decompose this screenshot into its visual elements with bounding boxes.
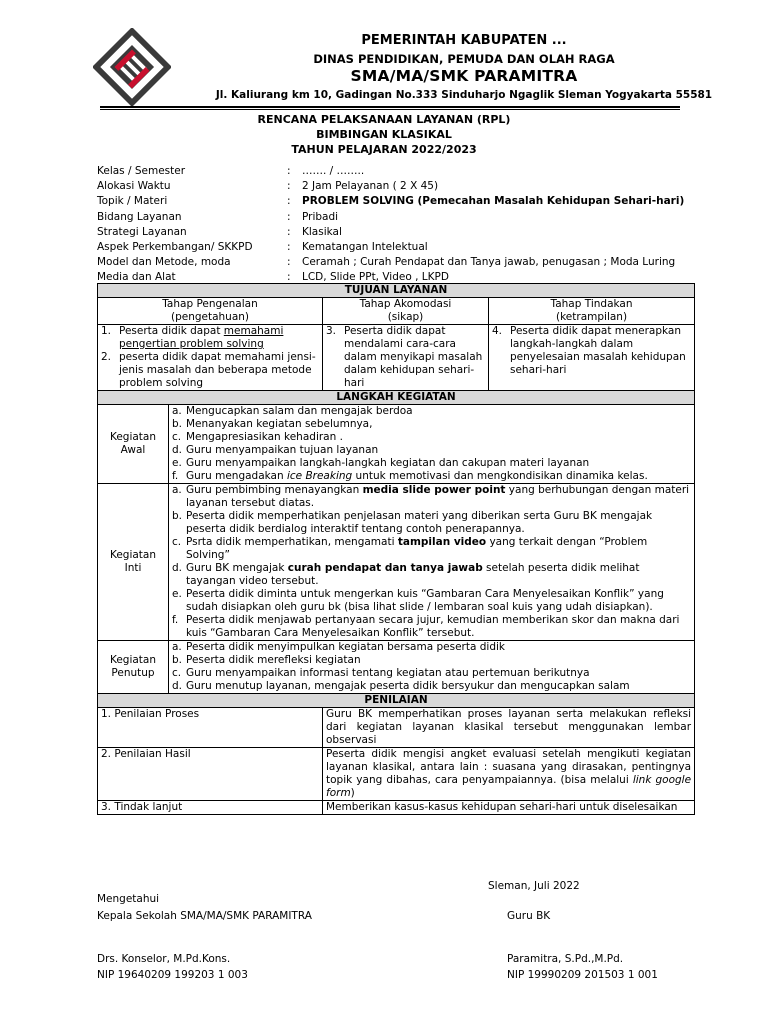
phase-penutup-steps: [169, 641, 695, 694]
list-item: c. Mengapresiasikan kehadiran .: [172, 431, 343, 443]
penilaian-label: 3. Tindak lanjut: [98, 801, 323, 815]
list-item: 1. Peserta didik dapat memahami pengertian problem solving: [101, 325, 284, 350]
mengetahui-label: Mengetahui: [97, 893, 160, 905]
penilaian-label: 2. Penilaian Hasil: [98, 748, 323, 801]
identity-value: Pribadi: [302, 210, 339, 223]
list-item: 4. Peserta didik dapat menerapkan langkah-langkah dalam penyelesaian masalah kehidupan sehari-hari: [492, 325, 686, 376]
penilaian-label: 1. Penilaian Proses: [98, 708, 323, 748]
tujuan-col-tindakan: Tahap Tindakan (ketrampilan): [489, 298, 695, 325]
identity-block: [97, 164, 717, 286]
identity-label: Bidang Layanan: [97, 210, 182, 223]
identity-row: Topik / Materi : PROBLEM SOLVING (Pemecahan Masalah Kehidupan Sehari-hari): [97, 194, 717, 209]
identity-value: Klasikal: [302, 225, 342, 238]
penilaian-text: Peserta didik mengisi angket evaluasi setelah mengikuti kegiatan layanan klasikal, antara lain : suasana yang dirasakan, pentingnya topik yang dibahas, cara penyampaiannya. (bisa melalui link google form): [323, 748, 695, 801]
list-item: a. Peserta didik menyimpulkan kegiatan bersama peserta didik: [172, 641, 505, 653]
tujuan-akomodasi-list: [323, 325, 489, 391]
identity-label: Kelas / Semester: [97, 165, 186, 177]
identity-row: Model dan Metode, moda : Ceramah ; Curah Pendapat dan Tanya jawab, penugasan ; Moda Luring: [97, 255, 717, 270]
tujuan-tindakan-list: [489, 325, 695, 391]
guru-bk-nip: NIP 19990209 201503 1 001: [507, 969, 658, 981]
phase-label-inti: Kegiatan Inti: [98, 484, 169, 641]
list-item: e. Peserta didik diminta untuk mengerkan kuis “Gambaran Cara Menyelesaikan Konflik” yang sudah disiapkan oleh guru bk (bisa lihat slide / lembaran soal kuis yang udah disiapkan).: [172, 588, 664, 613]
list-item: b. Peserta didik merefleksi kegiatan: [172, 654, 361, 666]
list-item: b. Peserta didik memperhatikan penjelasan materi yang diberikan serta Guru BK mengajak peserta didik berdialog interaktif tentang contoh penerapannya.: [172, 510, 653, 535]
section-header-langkah: LANGKAH KEGIATAN: [98, 391, 695, 405]
identity-row: Strategi Layanan : Klasikal: [97, 225, 717, 240]
kepala-sekolah-title: Kepala Sekolah SMA/MA/SMK PARAMITRA: [97, 910, 312, 922]
identity-row: Alokasi Waktu : 2 Jam Pelayanan ( 2 X 45): [97, 179, 717, 194]
identity-row: Aspek Perkembangan/ SKKPD : Kematangan Intelektual: [97, 240, 717, 255]
identity-label: Aspek Perkembangan/ SKKPD: [97, 240, 253, 253]
title-bimbingan: BIMBINGAN KLASIKAL: [316, 128, 452, 141]
place-date: Sleman, Juli 2022: [488, 880, 580, 892]
penilaian-text: Guru BK memperhatikan proses layanan serta melakukan refleksi dari kegiatan layanan klasikal tersebut menggunakan lembar observasi: [323, 708, 695, 748]
title-rpl: RENCANA PELAKSANAAN LAYANAN (RPL): [257, 113, 511, 126]
identity-value: Kematangan Intelektual: [302, 240, 428, 253]
list-item: c. Psrta didik memperhatikan, mengamati tampilan video yang terkait dengan “Problem Solving”: [172, 536, 648, 561]
identity-value: Ceramah ; Curah Pendapat dan Tanya jawab, penugasan ; Moda Luring: [302, 256, 676, 269]
identity-value-topic: PROBLEM SOLVING (Pemecahan Masalah Kehidupan Sehari-hari): [302, 195, 685, 208]
tujuan-pengenalan-list: [98, 325, 323, 391]
phase-label-awal: Kegiatan Awal: [98, 405, 169, 484]
kop-rule-thick: [100, 106, 680, 108]
identity-label: Model dan Metode, moda: [97, 256, 231, 269]
kop-address: Jl. Kaliurang km 10, Gadingan No.333 Sinduharjo Ngaglik Sleman Yogyakarta 55581: [215, 89, 713, 101]
list-item: f. Guru mengadakan ice Breaking untuk memotivasi dan mengkondisikan dinamika kelas.: [172, 470, 648, 482]
list-item: a. Mengucapkan salam dan mengajak berdoa: [172, 405, 413, 417]
list-item: e. Guru menyampaikan langkah-langkah kegiatan dan cakupan materi layanan: [172, 457, 590, 469]
penilaian-text: Memberikan kasus-kasus kehidupan sehari-hari untuk diselesaikan: [323, 801, 695, 815]
identity-value: LCD, Slide PPt, Video , LKPD: [302, 271, 449, 284]
identity-value: ……. / ……..: [302, 165, 365, 177]
list-item: b. Menanyakan kegiatan sebelumnya,: [172, 418, 373, 430]
list-item: 2. peserta didik dapat memahami jensi-jenis masalah dan beberapa metode problem solving: [101, 351, 316, 389]
kop-government: PEMERINTAH KABUPATEN ...: [361, 33, 567, 48]
kop-rule-thin: [100, 109, 680, 110]
kop-department: DINAS PENDIDIKAN, PEMUDA DAN OLAH RAGA: [313, 52, 615, 66]
rpl-table: [97, 283, 695, 815]
identity-row: Media dan Alat : LCD, Slide PPt, Video , LKPD: [97, 270, 717, 285]
list-item: d. Guru menyampaikan tujuan layanan: [172, 444, 379, 456]
guru-bk-name: Paramitra, S.Pd.,M.Pd.: [507, 953, 624, 965]
identity-row: Bidang Layanan : Pribadi: [97, 210, 717, 225]
letterhead: [0, 0, 768, 110]
identity-label: Media dan Alat: [97, 271, 176, 284]
title-tahun: TAHUN PELAJARAN 2022/2023: [291, 143, 477, 156]
section-header-tujuan: TUJUAN LAYANAN: [98, 284, 695, 298]
list-item: d. Guru BK mengajak curah pendapat dan tanya jawab setelah peserta didik melihat tayangan video tersebut.: [172, 562, 640, 587]
list-item: c. Guru menyampaikan informasi tentang kegiatan atau pertemuan berikutnya: [172, 667, 590, 679]
identity-label: Alokasi Waktu: [97, 180, 171, 193]
identity-value: 2 Jam Pelayanan ( 2 X 45): [302, 180, 439, 193]
identity-row: Kelas / Semester : ……. / ……..: [97, 164, 717, 179]
list-item: f. Peserta didik menjawab pertanyaan secara jujur, kemudian memberikan skor dan makna dari kuis “Gambaran Cara Menyelesaikan Konflik” tersebut.: [172, 614, 680, 639]
section-header-penilaian: PENILAIAN: [98, 694, 695, 708]
kepala-sekolah-name: Drs. Konselor, M.Pd.Kons.: [97, 953, 231, 965]
kepala-sekolah-nip: NIP 19640209 199203 1 003: [97, 969, 248, 981]
list-item: 3. Peserta didik dapat mendalami cara-cara dalam menyikapi masalah dalam kehidupan sehari-hari: [326, 325, 483, 389]
identity-label: Strategi Layanan: [97, 225, 187, 238]
document-titles: [0, 112, 768, 157]
list-item: a. Guru pembimbing menayangkan media slide power point yang berhubungan dengan materi layanan tersebut diatas.: [172, 484, 690, 509]
phase-label-penutup: Kegiatan Penutup: [98, 641, 169, 694]
phase-inti-steps: [169, 484, 695, 641]
guru-bk-title: Guru BK: [507, 910, 551, 922]
tujuan-col-pengenalan: Tahap Pengenalan (pengetahuan): [98, 298, 323, 325]
phase-awal-steps: [169, 405, 695, 484]
kop-school-name: SMA/MA/SMK PARAMITRA: [350, 67, 578, 85]
identity-label: Topik / Materi: [97, 195, 168, 208]
list-item: d. Guru menutup layanan, mengajak peserta didik bersyukur dan mengucapkan salam: [172, 680, 630, 692]
tujuan-col-akomodasi: Tahap Akomodasi (sikap): [323, 298, 489, 325]
